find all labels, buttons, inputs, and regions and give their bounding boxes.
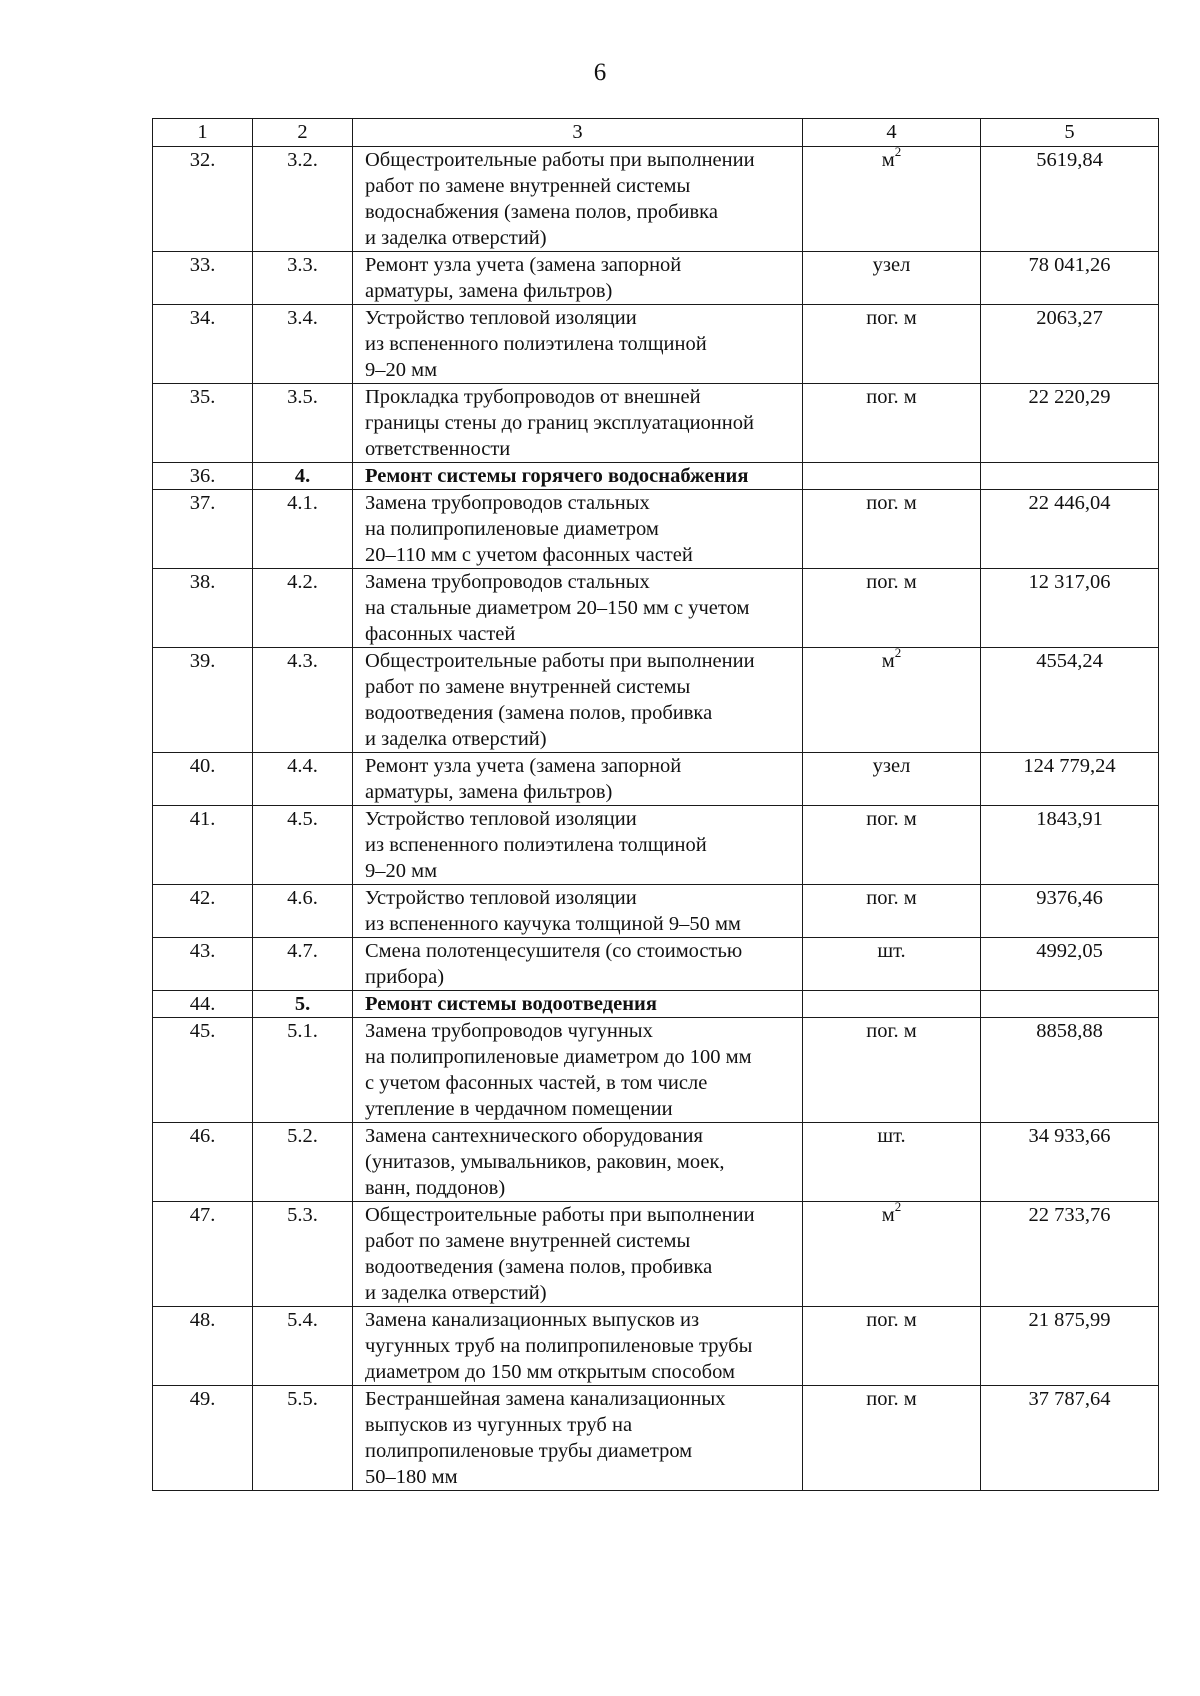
work-description <box>353 648 803 753</box>
description-line: Смена полотенцесушителя (со стоимостью <box>365 940 743 962</box>
cost-value: 5619,84 <box>981 147 1159 252</box>
section-row <box>153 991 1159 1018</box>
description-line: и заделка отверстий) <box>365 1282 547 1304</box>
work-description <box>353 991 803 1018</box>
description-line: ответственности <box>365 438 511 460</box>
description-line: из вспененного полиэтилена толщиной <box>365 834 707 856</box>
unit-of-measure <box>803 490 981 569</box>
description-line: Ремонт узла учета (замена запорной <box>365 755 682 777</box>
description-line: 9–20 мм <box>365 860 438 882</box>
unit-of-measure <box>803 645 981 753</box>
unit-of-measure <box>803 1386 981 1491</box>
unit-label: узел <box>872 755 911 777</box>
description-line: ванн, поддонов) <box>365 1177 506 1199</box>
description-line: прибора) <box>365 966 445 988</box>
cost-value: 9376,46 <box>981 885 1159 938</box>
unit-exponent: 2 <box>894 645 902 661</box>
column-header: 2 <box>253 119 353 147</box>
unit-of-measure <box>803 463 981 490</box>
description-line: и заделка отверстий) <box>365 227 547 249</box>
description-line: водоснабжения (замена полов, пробивка <box>365 201 718 223</box>
row-number: 46. <box>153 1123 253 1202</box>
description-line: Замена канализационных выпусков из <box>365 1309 700 1331</box>
row-number: 47. <box>153 1202 253 1307</box>
work-description <box>353 938 803 991</box>
description-line: Общестроительные работы при выполнении <box>365 149 755 171</box>
item-code: 3.2. <box>253 147 353 252</box>
cost-value <box>981 991 1159 1018</box>
unit-of-measure <box>803 753 981 806</box>
work-description <box>353 147 803 252</box>
description-line: работ по замене внутренней системы <box>365 676 691 698</box>
table-row <box>153 806 1159 885</box>
row-number: 40. <box>153 753 253 806</box>
row-number: 38. <box>153 569 253 648</box>
cost-value: 78 041,26 <box>981 252 1159 305</box>
row-number: 41. <box>153 806 253 885</box>
item-code: 3.4. <box>253 305 353 384</box>
work-description <box>353 305 803 384</box>
column-header: 5 <box>981 119 1159 147</box>
description-line: водоотведения (замена полов, пробивка <box>365 1256 713 1278</box>
description-line: арматуры, замена фильтров) <box>365 280 613 302</box>
unit-of-measure <box>803 144 981 252</box>
unit-label: пог. м <box>866 887 917 909</box>
table-row <box>153 252 1159 305</box>
unit-label: пог. м <box>866 1020 917 1042</box>
description-line: из вспененного полиэтилена толщиной <box>365 333 707 355</box>
unit-of-measure <box>803 991 981 1018</box>
unit-label: пог. м <box>866 808 917 830</box>
description-line: Замена трубопроводов чугунных <box>365 1020 653 1042</box>
unit-label: узел <box>872 254 911 276</box>
page-number: 6 <box>593 59 607 86</box>
description-line: Устройство тепловой изоляции <box>365 808 637 830</box>
table-row <box>153 569 1159 648</box>
row-number: 49. <box>153 1386 253 1491</box>
column-header: 3 <box>353 119 803 147</box>
work-description <box>353 463 803 490</box>
work-description <box>353 753 803 806</box>
column-header-row <box>153 119 1159 147</box>
unit-label: шт. <box>877 1125 906 1147</box>
table-row <box>153 938 1159 991</box>
unit-of-measure <box>803 384 981 463</box>
row-number: 33. <box>153 252 253 305</box>
unit-label: пог. м <box>866 386 917 408</box>
description-line: утепление в чердачном помещении <box>365 1098 673 1120</box>
work-description <box>353 490 803 569</box>
row-number: 35. <box>153 384 253 463</box>
unit-of-measure <box>803 1123 981 1202</box>
table-row <box>153 305 1159 384</box>
unit-label: м <box>881 149 895 171</box>
unit-label: м <box>881 1204 895 1226</box>
description-line: Замена сантехнического оборудования <box>365 1125 703 1147</box>
description-line: арматуры, замена фильтров) <box>365 781 613 803</box>
work-description <box>353 885 803 938</box>
description-line: Ремонт системы горячего водоснабжения <box>365 465 749 487</box>
description-line: Ремонт узла учета (замена запорной <box>365 254 682 276</box>
unit-of-measure <box>803 569 981 648</box>
description-line: работ по замене внутренней системы <box>365 1230 691 1252</box>
row-number: 48. <box>153 1307 253 1386</box>
description-line: на полипропиленовые диаметром <box>365 518 659 540</box>
table-row <box>153 885 1159 938</box>
row-number: 34. <box>153 305 253 384</box>
description-line: фасонных частей <box>365 623 516 645</box>
item-code: 3.3. <box>253 252 353 305</box>
unit-label: пог. м <box>866 1309 917 1331</box>
item-code: 4.4. <box>253 753 353 806</box>
row-number: 39. <box>153 648 253 753</box>
table-row <box>153 384 1159 463</box>
cost-value: 37 787,64 <box>981 1386 1159 1491</box>
description-line: выпусков из чугунных труб на <box>365 1414 633 1436</box>
table-row <box>153 1307 1159 1386</box>
description-line: работ по замене внутренней системы <box>365 175 691 197</box>
cost-value: 34 933,66 <box>981 1123 1159 1202</box>
column-header: 1 <box>153 119 253 147</box>
description-line: Бестраншейная замена канализационных <box>365 1388 726 1410</box>
work-description <box>353 1307 803 1386</box>
item-code: 3.5. <box>253 384 353 463</box>
work-description <box>353 1386 803 1491</box>
cost-value: 12 317,06 <box>981 569 1159 648</box>
item-code: 5.5. <box>253 1386 353 1491</box>
item-code: 4.1. <box>253 490 353 569</box>
description-line: Ремонт системы водоотведения <box>365 993 657 1015</box>
work-description <box>353 1018 803 1123</box>
item-code: 5. <box>253 991 353 1018</box>
item-code: 4.3. <box>253 648 353 753</box>
work-description <box>353 252 803 305</box>
unit-of-measure <box>803 1018 981 1123</box>
unit-label: пог. м <box>866 307 917 329</box>
unit-of-measure <box>803 806 981 885</box>
cost-value <box>981 463 1159 490</box>
cost-value: 124 779,24 <box>981 753 1159 806</box>
item-code: 4.6. <box>253 885 353 938</box>
description-line: 20–110 мм с учетом фасонных частей <box>365 544 693 566</box>
table-row <box>153 648 1159 753</box>
unit-label: м <box>881 650 895 672</box>
item-code: 5.1. <box>253 1018 353 1123</box>
cost-value: 22 733,76 <box>981 1202 1159 1307</box>
work-items-table <box>152 118 1159 1491</box>
item-code: 5.3. <box>253 1202 353 1307</box>
cost-value: 22 446,04 <box>981 490 1159 569</box>
table-row <box>153 1202 1159 1307</box>
unit-exponent: 2 <box>894 1199 902 1215</box>
cost-value: 4554,24 <box>981 648 1159 753</box>
description-line: чугунных труб на полипропиленовые трубы <box>365 1335 753 1357</box>
unit-label: пог. м <box>866 571 917 593</box>
item-code: 4.5. <box>253 806 353 885</box>
row-number: 37. <box>153 490 253 569</box>
unit-of-measure <box>803 252 981 305</box>
unit-of-measure <box>803 938 981 991</box>
cost-value: 4992,05 <box>981 938 1159 991</box>
cost-value: 1843,91 <box>981 806 1159 885</box>
column-header: 4 <box>803 119 981 147</box>
description-line: Общестроительные работы при выполнении <box>365 650 755 672</box>
row-number: 45. <box>153 1018 253 1123</box>
table-row <box>153 490 1159 569</box>
description-line: Устройство тепловой изоляции <box>365 307 637 329</box>
description-line: Общестроительные работы при выполнении <box>365 1204 755 1226</box>
unit-of-measure <box>803 1307 981 1386</box>
description-line: на стальные диаметром 20–150 мм с учетом <box>365 597 750 619</box>
section-row <box>153 463 1159 490</box>
table-row <box>153 1018 1159 1123</box>
row-number: 32. <box>153 147 253 252</box>
description-line: 9–20 мм <box>365 359 438 381</box>
description-line: полипропиленовые трубы диаметром <box>365 1440 693 1462</box>
cost-value: 2063,27 <box>981 305 1159 384</box>
description-line: Прокладка трубопроводов от внешней <box>365 386 701 408</box>
description-line: Устройство тепловой изоляции <box>365 887 637 909</box>
work-description <box>353 806 803 885</box>
unit-label: пог. м <box>866 1388 917 1410</box>
work-description <box>353 1123 803 1202</box>
unit-label: шт. <box>877 940 906 962</box>
work-description <box>353 1202 803 1307</box>
item-code: 4. <box>253 463 353 490</box>
unit-of-measure <box>803 305 981 384</box>
description-line: из вспененного каучука толщиной 9–50 мм <box>365 913 741 935</box>
work-description <box>353 384 803 463</box>
row-number: 43. <box>153 938 253 991</box>
description-line: на полипропиленовые диаметром до 100 мм <box>365 1046 752 1068</box>
unit-of-measure <box>803 1199 981 1307</box>
description-line: и заделка отверстий) <box>365 728 547 750</box>
table-row <box>153 1123 1159 1202</box>
cost-value: 8858,88 <box>981 1018 1159 1123</box>
table-row <box>153 147 1159 252</box>
unit-label: пог. м <box>866 492 917 514</box>
work-description <box>353 569 803 648</box>
description-line: водоотведения (замена полов, пробивка <box>365 702 713 724</box>
description-line: Замена трубопроводов стальных <box>365 492 650 514</box>
unit-of-measure <box>803 885 981 938</box>
item-code: 4.7. <box>253 938 353 991</box>
row-number: 44. <box>153 991 253 1018</box>
description-line: диаметром до 150 мм открытым способом <box>365 1361 735 1383</box>
cost-value: 21 875,99 <box>981 1307 1159 1386</box>
table-row <box>153 1386 1159 1491</box>
description-line: Замена трубопроводов стальных <box>365 571 650 593</box>
row-number: 36. <box>153 463 253 490</box>
item-code: 5.4. <box>253 1307 353 1386</box>
description-line: границы стены до границ эксплуатационной <box>365 412 754 434</box>
table-body <box>153 144 1159 1491</box>
cost-value: 22 220,29 <box>981 384 1159 463</box>
item-code: 5.2. <box>253 1123 353 1202</box>
row-number: 42. <box>153 885 253 938</box>
table-row <box>153 753 1159 806</box>
description-line: (унитазов, умывальников, раковин, моек, <box>365 1151 725 1173</box>
description-line: 50–180 мм <box>365 1466 458 1488</box>
description-line: с учетом фасонных частей, в том числе <box>365 1072 708 1094</box>
unit-exponent: 2 <box>894 144 902 160</box>
item-code: 4.2. <box>253 569 353 648</box>
